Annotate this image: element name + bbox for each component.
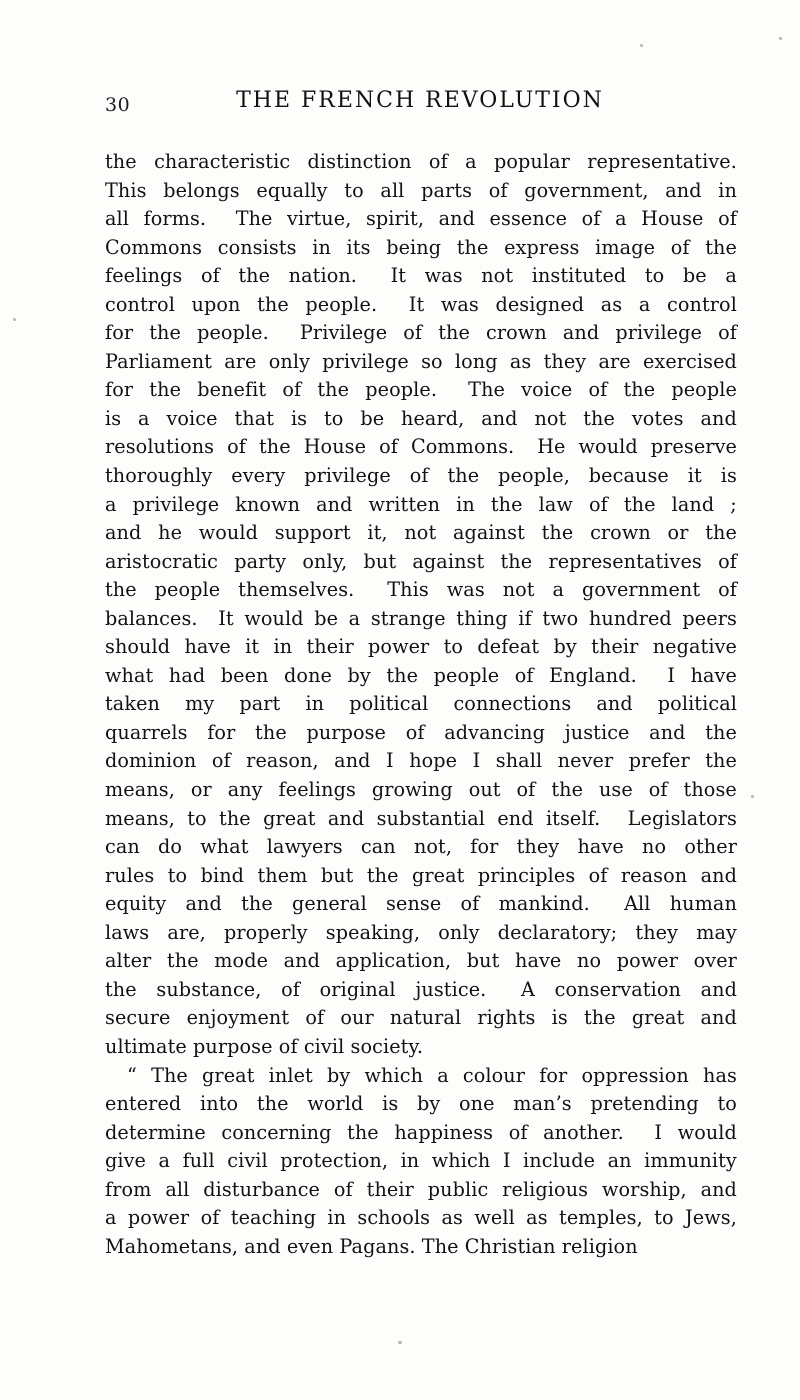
text-line: equity and the general sense of mankind. All human [105,892,737,916]
paper-speck [13,318,16,321]
running-title: THE FRENCH REVOLUTION [236,88,604,113]
paper-speck [398,1341,402,1344]
text-line: a privilege known and written in the law of the land ; [105,492,737,516]
text-line: taken my part in political connections and political [105,692,737,716]
text-line: what had been done by the people of England. I have [105,663,737,687]
text-line: the substance, of original justice. A conservation and [105,977,737,1001]
text-line: feelings of the nation. It was not instituted to be a [105,264,737,288]
text-line: Commons consists in its being the express image of the [105,235,737,259]
text-line: determine concerning the happiness of another. I would [105,1120,737,1144]
text-line: and he would support it, not against the crown or the [105,521,737,545]
text-line: for the people. Privilege of the crown and privilege of [105,321,737,345]
paragraph [105,148,737,1062]
text-line: the characteristic distinction of a popular representative. [105,150,737,173]
text-line: laws are, properly speaking, only declaratory; they may [105,920,737,944]
text-line: Parliament are only privilege so long as they are exercised [105,349,737,373]
text-line: secure enjoyment of our natural rights is the great and [105,1006,737,1030]
paper-speck [640,44,643,47]
text-line: means, or any feelings growing out of the use of those [105,778,737,802]
text-line: is a voice that is to be heard, and not the votes and [105,406,737,430]
text-line: This belongs equally to all parts of government, and in [105,178,737,202]
text-line: the people themselves. This was not a government of [105,578,737,602]
page-header [105,88,735,122]
paper-speck [751,795,754,798]
paragraph [105,1062,737,1262]
text-line: “ The great inlet by which a colour for oppression has [127,1063,737,1087]
text-line: control upon the people. It was designed as a control [105,292,737,316]
text-line: alter the mode and application, but have no power over [105,949,737,973]
text-line: from all disturbance of their public religious worship, and [105,1177,737,1201]
text-line: balances. It would be a strange thing if two hundred peers [105,606,737,630]
text-line: thoroughly every privilege of the people, because it is [105,464,737,488]
text-line: Mahometans, and even Pagans. The Christian religion [105,1234,638,1258]
text-line: resolutions of the House of Commons. He would preserve [105,435,737,459]
text-line: all forms. The virtue, spirit, and essence of a House of [105,207,737,231]
text-line: entered into the world is by one man’s pretending to [105,1092,737,1116]
text-line: for the benefit of the people. The voice of the people [105,378,737,402]
text-line: ultimate purpose of civil society. [105,1034,424,1058]
text-line: rules to bind them but the great principles of reason and [105,863,737,887]
text-line: a power of teaching in schools as well as temples, to Jews, [105,1206,737,1230]
text-line: aristocratic party only, but against the representatives of [105,549,737,573]
page-number: 30 [105,94,131,116]
body-text [105,148,737,1261]
text-line: dominion of reason, and I hope I shall never prefer the [105,749,737,773]
text-line: means, to the great and substantial end itself. Legislators [105,806,737,830]
text-line: give a full civil protection, in which I include an immunity [105,1149,737,1173]
paper-speck [779,37,782,40]
text-line: can do what lawyers can not, for they have no other [105,835,737,859]
text-line: should have it in their power to defeat by their negative [105,635,737,659]
text-line: quarrels for the purpose of advancing justice and the [105,720,737,744]
